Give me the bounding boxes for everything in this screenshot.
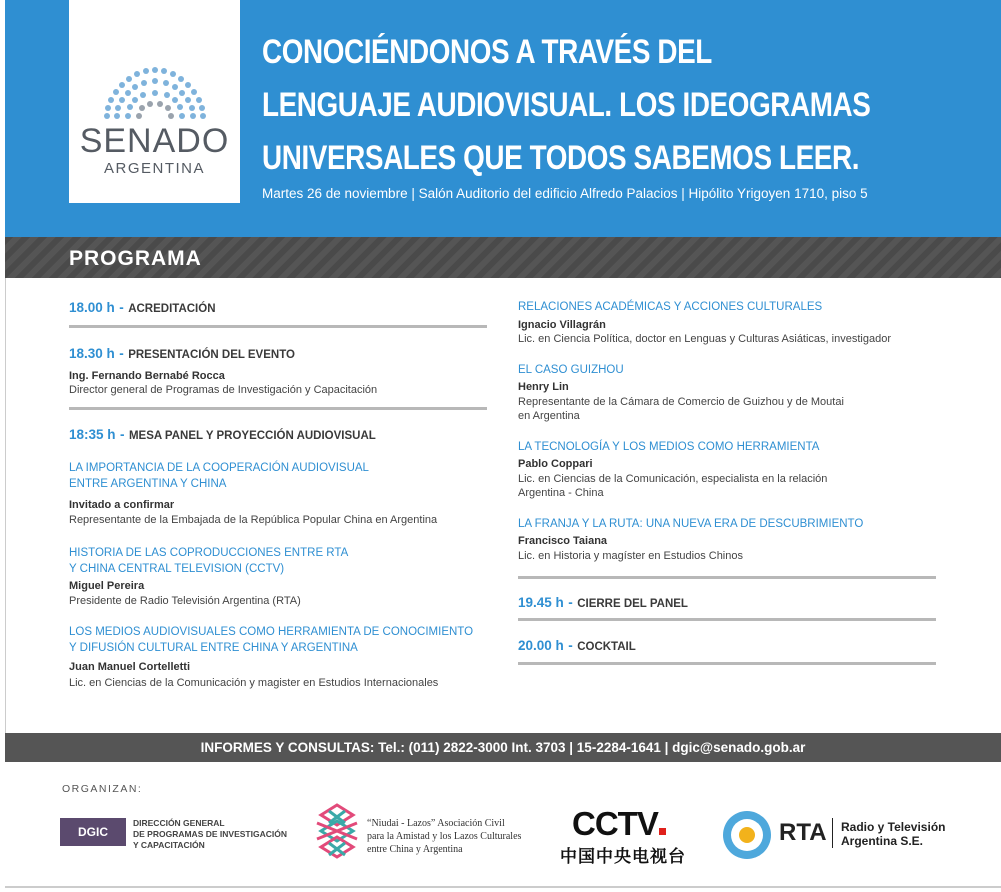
time-label: 18.00 h: [69, 300, 115, 315]
lazos-knot-icon: [313, 801, 361, 863]
time-label: 18:35 h: [69, 427, 116, 442]
separator: -: [119, 300, 124, 315]
left-border: [5, 278, 6, 733]
topic-line: LOS MEDIOS AUDIOVISUALES COMO HERRAMIENTA DE CONOCIMIENTO: [69, 626, 474, 638]
desc-line: en Argentina: [518, 410, 580, 422]
desc-line: Lic. en Ciencias de la Comunicación, especialista en la relación: [518, 473, 828, 485]
speaker-desc: [518, 395, 844, 423]
programa-heading: PROGRAMA: [69, 247, 202, 270]
topic-line: Y DIFUSIÓN CULTURAL ENTRE CHINA Y ARGENTINA: [69, 642, 358, 654]
logo-argentina-text: ARGENTINA: [103, 160, 205, 177]
logo-senado-text: SENADO: [79, 122, 230, 160]
dgic-line: DE PROGRAMAS DE INVESTIGACIÓN: [133, 829, 287, 839]
speaker-desc: Lic. en Ciencias de la Comunicación y magister en Estudios Internacionales: [69, 677, 439, 689]
dgic-logo: DGIC: [60, 818, 126, 846]
schedule-mesa-panel: [69, 426, 376, 444]
speaker-desc: Representante de la Embajada de la República Popular China en Argentina: [69, 514, 438, 526]
event-subtitle: Martes 26 de noviembre | Salón Auditorio del edificio Alfredo Palacios | Hipólito Yrigoyen 1710, piso 5: [262, 186, 868, 201]
desc-line: Argentina - China: [518, 487, 604, 499]
talk-topic: LA TECNOLOGÍA Y LOS MEDIOS COMO HERRAMIENTA: [518, 441, 820, 453]
talk-topic: LA FRANJA Y LA RUTA: UNA NUEVA ERA DE DESCUBRIMIENTO: [518, 518, 864, 530]
contact-info: INFORMES Y CONSULTAS: Tel.: (011) 2822-3000 Int. 3703 | 15-2284-1641 | dgic@senado.gob.ar: [200, 740, 806, 755]
talk-topic: RELACIONES ACADÉMICAS Y ACCIONES CULTURALES: [518, 301, 823, 313]
bottom-divider: [5, 886, 1001, 888]
senado-hemicycle-icon: [102, 66, 208, 120]
schedule-cierre: [518, 594, 688, 612]
speaker-desc: Presidente de Radio Televisión Argentina (RTA): [69, 595, 301, 607]
divider: [518, 576, 936, 579]
divider: [69, 407, 487, 410]
lazos-name: [367, 817, 521, 856]
dgic-line: Y CAPACITACIÓN: [133, 840, 205, 850]
speaker-name: Francisco Taiana: [518, 535, 608, 547]
schedule-acreditacion: [69, 299, 216, 317]
talk-topic: EL CASO GUIZHOU: [518, 364, 624, 376]
desc-line: Representante de la Cámara de Comercio de Guizhou y de Moutai: [518, 396, 844, 408]
speaker-desc: Director general de Programas de Investigación y Capacitación: [69, 384, 378, 396]
title-line: LENGUAJE AUDIOVISUAL. LOS IDEOGRAMAS: [262, 86, 871, 124]
event-label: PRESENTACIÓN DEL EVENTO: [128, 349, 295, 361]
rta-line: Radio y Televisión: [841, 820, 946, 834]
topic-line: LA IMPORTANCIA DE LA COOPERACIÓN AUDIOVISUAL: [69, 462, 369, 474]
separator: -: [119, 346, 124, 361]
rta-divider: [832, 818, 833, 848]
talk-topic: [69, 624, 473, 656]
senado-logo: [69, 0, 240, 203]
topic-line: ENTRE ARGENTINA Y CHINA: [69, 478, 227, 490]
talk-topic: [69, 460, 369, 492]
lazos-line: para la Amistad y los Lazos Culturales: [367, 831, 522, 842]
time-label: 19.45 h: [518, 595, 564, 610]
title-line: CONOCIÉNDONOS A TRAVÉS DEL: [262, 33, 712, 71]
time-label: 18.30 h: [69, 346, 115, 361]
separator: -: [568, 595, 573, 610]
event-label: CIERRE DEL PANEL: [577, 598, 688, 610]
divider: [69, 325, 487, 328]
speaker-name: Ing. Fernando Bernabé Rocca: [69, 370, 225, 382]
title-line: UNIVERSALES QUE TODOS SABEMOS LEER.: [262, 139, 860, 177]
organizers-label: ORGANIZAN:: [62, 783, 143, 795]
speaker-name: Miguel Pereira: [69, 580, 145, 592]
speaker-name: Ignacio Villagrán: [518, 319, 606, 331]
dgic-name: [133, 818, 287, 851]
topic-line: HISTORIA DE LAS COPRODUCCIONES ENTRE RTA: [69, 547, 349, 559]
speaker-desc: Lic. en Ciencia Política, doctor en Lenguas y Culturas Asiáticas, investigador: [518, 333, 891, 345]
divider: [518, 618, 936, 621]
event-label: MESA PANEL Y PROYECCIÓN AUDIOVISUAL: [128, 430, 376, 442]
rta-cockade-icon: [722, 810, 772, 860]
event-label: ACREDITACIÓN: [128, 303, 216, 315]
speaker-name: Pablo Coppari: [518, 458, 593, 470]
separator: -: [568, 638, 573, 653]
cctv-text: CCTV: [572, 805, 658, 842]
lazos-line: “Niudai - Lazos” Asociación Civil: [367, 818, 505, 829]
rta-line: Argentina S.E.: [841, 834, 924, 848]
talk-topic: [69, 545, 348, 577]
lazos-line: entre China y Argentina: [367, 844, 463, 855]
schedule-cocktail: [518, 637, 636, 655]
event-label: COCKTAIL: [577, 641, 636, 653]
cctv-chinese-name: 中国中央电视台: [560, 847, 686, 866]
speaker-desc: Lic. en Historia y magíster en Estudios Chinos: [518, 550, 743, 562]
speaker-name: Juan Manuel Cortelletti: [69, 661, 191, 673]
cctv-logo: [572, 805, 666, 843]
topic-line: Y CHINA CENTRAL TELEVISION (CCTV): [69, 563, 285, 575]
speaker-name: Invitado a confirmar: [69, 499, 175, 511]
event-title: [262, 26, 871, 185]
rta-abbr: RTA: [779, 819, 827, 846]
cctv-red-dot: [659, 828, 666, 835]
rta-name: [841, 820, 945, 848]
divider: [518, 662, 936, 665]
speaker-desc: [518, 472, 827, 500]
time-label: 20.00 h: [518, 638, 564, 653]
schedule-presentacion: [69, 345, 295, 363]
dgic-line: DIRECCIÓN GENERAL: [133, 818, 225, 828]
separator: -: [119, 427, 125, 442]
speaker-name: Henry Lin: [518, 381, 569, 393]
